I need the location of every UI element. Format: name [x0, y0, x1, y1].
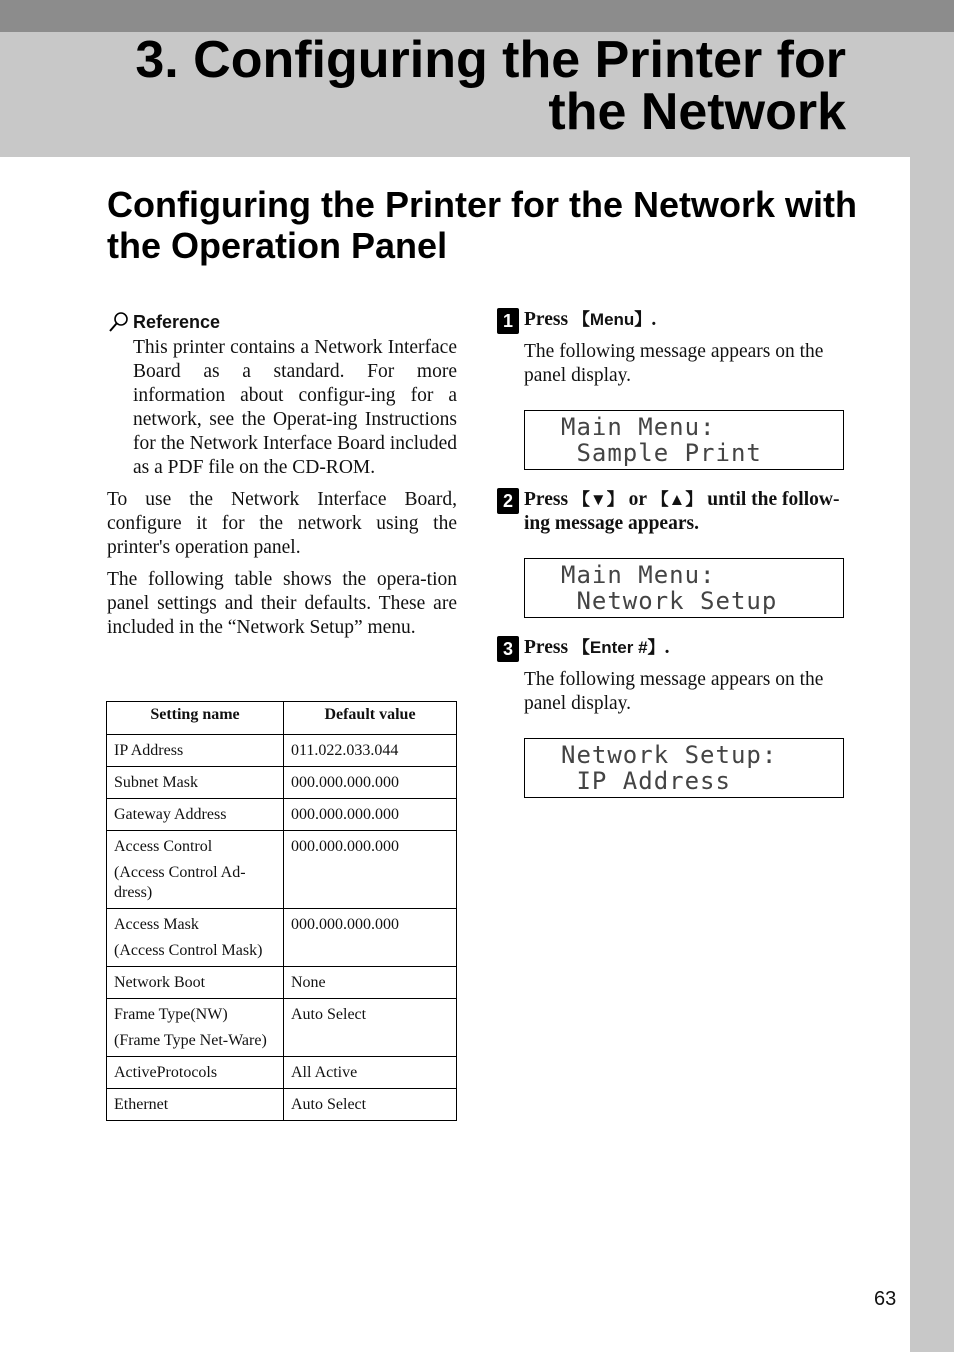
lcd-line1: Main Menu:: [561, 561, 716, 589]
left-column: [107, 308, 457, 640]
default-value-cell: 011.022.033.044: [284, 735, 457, 767]
lcd-line2: Network Setup: [561, 587, 778, 615]
setting-subname: (Access Control Ad-dress): [114, 864, 246, 901]
table-row: [107, 909, 457, 967]
step-instruction: Press 【Enter #】.: [524, 637, 670, 658]
setting-subname: (Frame Type Net-Ware): [114, 1032, 267, 1049]
header-setting-name: Setting name: [107, 702, 284, 735]
step-instruction: Press 【▼】 or 【▲】 until the follow-ing message appears.: [524, 489, 840, 534]
reference-label: Reference: [133, 311, 221, 332]
setting-name-cell: [107, 831, 284, 909]
setting-name-cell: [107, 909, 284, 967]
table-row: [107, 799, 457, 831]
setting-name: Ethernet: [114, 1096, 169, 1113]
setting-name: ActiveProtocols: [114, 1064, 218, 1081]
setting-name-cell: [107, 799, 284, 831]
menu-key: 【Menu】: [572, 310, 652, 329]
section-title: Configuring the Printer for the Network with the Operation Panel: [107, 184, 857, 266]
setting-name: IP Address: [114, 742, 184, 759]
setting-name: Subnet Mask: [114, 774, 198, 791]
reference-heading: [107, 308, 457, 336]
default-value-cell: Auto Select: [284, 1089, 457, 1121]
setting-name-cell: [107, 999, 284, 1057]
step-3: [497, 636, 847, 798]
table-header-row: [107, 702, 457, 735]
reference-text: This printer contains a Network Interface Board as a standard. For more information about configur-ing for a network, see the Operat-ing Instructions for the Network Interface Board included as a PDF file on the CD-ROM.: [133, 337, 457, 478]
lcd-line1: Main Menu:: [561, 413, 716, 441]
setting-name: Access Mask: [114, 916, 199, 933]
setting-name: Access Control: [114, 838, 213, 855]
panel-display: [524, 738, 844, 798]
panel-display: [524, 410, 844, 470]
default-value-cell: 000.000.000.000: [284, 909, 457, 967]
setting-name-cell: [107, 1057, 284, 1089]
setting-subname: (Access Control Mask): [114, 942, 263, 959]
step-number: 3: [497, 636, 519, 662]
table-row: [107, 967, 457, 999]
right-column: [497, 308, 847, 798]
enter-key: 【Enter #】: [572, 638, 665, 657]
step-description: The following message appears on the panel display.: [524, 669, 824, 714]
top-bar: [0, 0, 954, 32]
table-row: [107, 1057, 457, 1089]
step-number: 1: [497, 308, 519, 334]
step-description: The following message appears on the panel display.: [524, 341, 824, 386]
default-value-cell: 000.000.000.000: [284, 831, 457, 909]
chapter-title-line2: the Network: [548, 83, 846, 141]
default-value-cell: All Active: [284, 1057, 457, 1089]
lcd-line2: IP Address: [561, 767, 731, 795]
default-value-cell: 000.000.000.000: [284, 767, 457, 799]
setting-name-cell: [107, 767, 284, 799]
step-instruction: Press 【Menu】.: [524, 309, 657, 330]
setting-name-cell: [107, 967, 284, 999]
intro-paragraph-1: To use the Network Interface Board, configure it for the network using the printer's operation panel.: [107, 489, 457, 558]
table-body: [107, 735, 457, 1121]
setting-name: Frame Type(NW): [114, 1006, 228, 1023]
setting-name-cell: [107, 735, 284, 767]
header-default-value: Default value: [284, 702, 457, 735]
magnifier-icon: [107, 310, 131, 334]
lcd-line1: Network Setup:: [561, 741, 778, 769]
panel-display: [524, 558, 844, 618]
setting-name-cell: [107, 1089, 284, 1121]
intro-paragraph-2: The following table shows the opera-tion panel settings and their defaults. These are included in the “Network Setup” menu.: [107, 569, 457, 638]
chapter-title-line1: 3. Configuring the Printer for: [135, 31, 846, 89]
step-number: 2: [497, 488, 519, 514]
default-value-cell: 000.000.000.000: [284, 799, 457, 831]
default-value-cell: Auto Select: [284, 999, 457, 1057]
up-key: 【▲】: [651, 490, 703, 509]
setting-name: Gateway Address: [114, 806, 227, 823]
table-row: [107, 831, 457, 909]
step-1: [497, 308, 847, 470]
page-number: 63: [874, 1288, 897, 1310]
default-value-cell: None: [284, 967, 457, 999]
lcd-line2: Sample Print: [561, 439, 762, 467]
table-row: [107, 735, 457, 767]
table-row: [107, 1089, 457, 1121]
table-row: [107, 999, 457, 1057]
step-2: [497, 488, 847, 618]
table-row: [107, 767, 457, 799]
settings-table: [106, 701, 457, 1121]
setting-name: Network Boot: [114, 974, 206, 991]
down-key: 【▼】: [572, 490, 624, 509]
chapter-title: [135, 31, 846, 141]
right-margin-tab: [910, 157, 954, 1352]
